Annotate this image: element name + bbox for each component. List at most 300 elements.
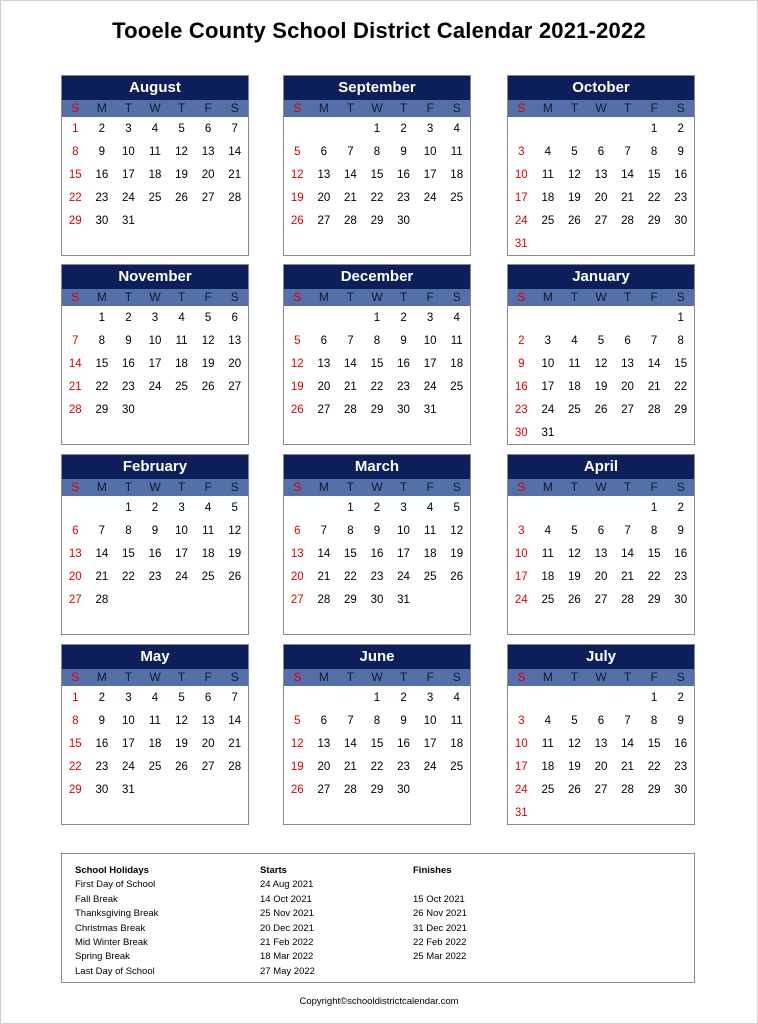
day-cell: 18 (148, 169, 162, 181)
day-cell: 19 (568, 761, 581, 773)
day-cell: 18 (201, 548, 215, 560)
day-cell: 1 (650, 502, 658, 514)
day-cell: 19 (450, 548, 464, 560)
day-grid (508, 686, 694, 825)
day-cell: 18 (541, 571, 555, 583)
day-cell: 1 (650, 692, 658, 704)
day-cell: 11 (541, 169, 554, 181)
empty-day-cell (311, 497, 338, 520)
day-cell: 30 (674, 784, 688, 796)
day-cell: 11 (568, 358, 581, 370)
weekday-header (62, 479, 248, 496)
weekday-label: W (595, 670, 607, 684)
day-cell: 29 (647, 784, 661, 796)
day-cell: 31 (122, 784, 135, 796)
day-cell: 18 (423, 548, 437, 560)
day-cell: 5 (231, 502, 238, 514)
day-cell: 20 (594, 192, 608, 204)
day-cell: 30 (674, 215, 688, 227)
day-cell: 22 (674, 381, 688, 393)
weekday-label: F (650, 290, 658, 304)
day-grid (284, 496, 470, 612)
day-cell: 24 (514, 594, 528, 606)
day-cell: 4 (453, 123, 460, 135)
day-cell: 18 (450, 358, 464, 370)
day-cell: 19 (201, 358, 215, 370)
day-cell: 9 (677, 525, 684, 537)
day-cell: 18 (450, 169, 464, 181)
day-cell: 30 (95, 215, 109, 227)
day-cell: 2 (151, 502, 159, 514)
day-cell: 10 (122, 146, 135, 158)
day-cell: 6 (204, 123, 212, 135)
day-cell: 13 (594, 738, 608, 750)
day-cell: 28 (621, 594, 634, 606)
day-cell: 23 (122, 381, 135, 393)
day-cell: 16 (674, 548, 688, 560)
weekday-label: W (371, 670, 383, 684)
weekday-label: F (204, 670, 212, 684)
day-cell: 11 (450, 715, 463, 727)
day-cell: 1 (373, 123, 381, 135)
weekday-label: S (452, 670, 461, 684)
day-cell: 24 (175, 571, 188, 583)
day-cell: 11 (202, 525, 215, 537)
day-cell: 27 (201, 761, 215, 773)
weekday-header (508, 289, 694, 306)
day-cell: 20 (317, 761, 331, 773)
day-cell: 23 (397, 381, 410, 393)
day-cell: 31 (122, 215, 135, 227)
day-cell: 24 (423, 761, 437, 773)
day-cell: 23 (674, 192, 688, 204)
month-title: August (62, 76, 248, 100)
holiday-name: Christmas Break (75, 922, 146, 934)
day-cell: 6 (320, 146, 328, 158)
day-cell: 29 (647, 594, 661, 606)
day-grid (508, 117, 694, 256)
month-january (507, 264, 695, 445)
page-title: Tooele County School District Calendar 2021-2022 (112, 18, 646, 43)
day-cell: 21 (68, 381, 82, 393)
empty-day-cell (535, 118, 562, 141)
empty-day-cell (337, 307, 364, 330)
day-cell: 13 (68, 548, 82, 560)
day-cell: 14 (344, 169, 357, 181)
day-cell: 28 (228, 761, 242, 773)
day-cell: 5 (178, 692, 185, 704)
day-cell: 16 (674, 738, 688, 750)
day-cell: 15 (95, 358, 109, 370)
day-cell: 16 (370, 548, 384, 560)
day-cell: 26 (228, 571, 242, 583)
day-cell: 8 (347, 525, 354, 537)
day-cell: 10 (175, 525, 188, 537)
empty-day-cell (89, 497, 116, 520)
day-cell: 22 (68, 192, 82, 204)
day-cell: 8 (373, 715, 381, 727)
day-cell: 12 (568, 738, 581, 750)
day-cell: 3 (125, 692, 132, 704)
day-cell: 6 (320, 335, 328, 347)
day-cell: 17 (514, 761, 528, 773)
month-title: May (62, 645, 248, 669)
weekday-label: M (96, 101, 107, 115)
day-cell: 4 (151, 123, 159, 135)
holiday-finishes-column (413, 864, 467, 979)
empty-day-cell (508, 118, 535, 141)
day-cell: 14 (68, 358, 82, 370)
holiday-name: Thanksgiving Break (75, 908, 159, 920)
weekday-label: S (293, 101, 302, 115)
weekday-label: S (71, 101, 80, 115)
weekday-label: S (452, 480, 461, 494)
day-cell: 13 (201, 146, 215, 158)
empty-day-cell (311, 687, 338, 710)
day-cell: 9 (677, 146, 684, 158)
day-cell: 24 (122, 761, 135, 773)
day-cell: 11 (424, 525, 437, 537)
empty-day-cell (588, 687, 615, 710)
weekday-label: S (452, 290, 461, 304)
day-cell: 10 (397, 525, 410, 537)
day-cell: 9 (518, 358, 525, 370)
day-cell: 4 (204, 502, 212, 514)
empty-day-cell (588, 497, 615, 520)
empty-day-cell (561, 307, 588, 330)
day-grid (62, 686, 248, 802)
day-cell: 15 (344, 548, 357, 560)
weekday-label: T (623, 480, 632, 494)
day-cell: 25 (541, 784, 555, 796)
month-june (283, 644, 471, 825)
weekday-label: M (542, 101, 553, 115)
day-cell: 8 (98, 335, 106, 347)
weekday-label: W (149, 290, 161, 304)
day-cell: 19 (290, 761, 304, 773)
day-cell: 18 (148, 738, 162, 750)
day-cell: 25 (423, 571, 437, 583)
day-cell: 16 (95, 169, 109, 181)
day-cell: 1 (373, 312, 381, 324)
day-cell: 12 (175, 146, 188, 158)
day-cell: 17 (175, 548, 188, 560)
empty-day-cell (561, 497, 588, 520)
day-cell: 9 (373, 525, 381, 537)
empty-day-cell (535, 687, 562, 710)
day-cell: 7 (320, 525, 328, 537)
day-cell: 8 (677, 335, 684, 347)
day-grid (284, 686, 470, 802)
day-cell: 26 (290, 784, 304, 796)
day-cell: 23 (397, 761, 410, 773)
day-cell: 31 (514, 807, 528, 819)
day-cell: 31 (423, 404, 437, 416)
day-cell: 5 (294, 146, 301, 158)
empty-day-cell (641, 307, 668, 330)
day-cell: 21 (647, 381, 661, 393)
day-cell: 3 (178, 502, 185, 514)
weekday-label: S (293, 670, 302, 684)
holiday-finish-date: 22 Feb 2022 (413, 936, 467, 948)
day-cell: 13 (228, 335, 242, 347)
day-cell: 31 (514, 238, 528, 250)
day-cell: 8 (373, 335, 381, 347)
day-cell: 5 (294, 715, 301, 727)
day-cell: 10 (514, 169, 528, 181)
day-cell: 25 (175, 381, 188, 393)
day-cell: 8 (373, 146, 381, 158)
weekday-label: T (623, 290, 632, 304)
day-cell: 5 (178, 123, 185, 135)
day-cell: 19 (568, 571, 581, 583)
weekday-label: T (346, 290, 355, 304)
day-cell: 11 (149, 715, 161, 727)
day-cell: 14 (344, 738, 357, 750)
day-cell: 2 (98, 692, 106, 704)
day-cell: 2 (518, 335, 525, 347)
day-cell: 5 (571, 146, 578, 158)
day-cell: 18 (568, 381, 581, 393)
day-cell: 17 (397, 548, 410, 560)
day-cell: 21 (344, 761, 357, 773)
day-cell: 11 (175, 335, 188, 347)
weekday-label: M (318, 480, 329, 494)
day-cell: 28 (621, 784, 634, 796)
weekday-label: T (177, 101, 186, 115)
day-cell: 15 (674, 358, 688, 370)
empty-day-cell (508, 497, 535, 520)
day-cell: 9 (400, 335, 407, 347)
weekday-label: S (230, 480, 239, 494)
day-cell: 28 (317, 594, 331, 606)
weekday-label: T (346, 480, 355, 494)
day-cell: 9 (98, 715, 106, 727)
day-cell: 21 (344, 192, 357, 204)
day-cell: 27 (317, 404, 331, 416)
day-cell: 12 (201, 335, 215, 347)
day-cell: 23 (95, 761, 109, 773)
day-cell: 6 (597, 715, 605, 727)
day-cell: 9 (125, 335, 132, 347)
day-cell: 25 (541, 215, 555, 227)
day-cell: 7 (347, 146, 354, 158)
day-cell: 17 (541, 381, 555, 393)
day-cell: 11 (149, 146, 161, 158)
day-cell: 20 (228, 358, 242, 370)
day-cell: 16 (674, 169, 688, 181)
day-cell: 26 (450, 571, 464, 583)
day-cell: 27 (290, 594, 304, 606)
weekday-label: T (399, 670, 408, 684)
day-cell: 6 (597, 146, 605, 158)
day-cell: 6 (294, 525, 301, 537)
day-cell: 19 (594, 381, 608, 393)
weekday-label: M (96, 290, 107, 304)
weekday-label: T (177, 480, 186, 494)
day-cell: 25 (568, 404, 581, 416)
day-cell: 3 (426, 692, 434, 704)
day-cell: 30 (370, 594, 384, 606)
day-cell: 2 (125, 312, 132, 324)
month-title: February (62, 455, 248, 479)
day-cell: 22 (344, 571, 357, 583)
month-title: June (284, 645, 470, 669)
day-cell: 19 (290, 192, 304, 204)
day-cell: 19 (175, 169, 188, 181)
day-cell: 21 (228, 169, 242, 181)
day-cell: 7 (650, 335, 658, 347)
holiday-name-column (75, 864, 158, 979)
weekday-header (62, 669, 248, 686)
day-cell: 21 (228, 738, 242, 750)
weekday-label: T (124, 670, 133, 684)
empty-day-cell (588, 307, 615, 330)
day-cell: 29 (370, 784, 384, 796)
day-cell: 11 (541, 548, 554, 560)
day-cell: 7 (624, 525, 631, 537)
day-cell: 9 (400, 715, 407, 727)
empty-day-cell (62, 307, 89, 330)
day-cell: 2 (373, 502, 381, 514)
day-cell: 21 (621, 571, 634, 583)
day-cell: 14 (95, 548, 109, 560)
day-cell: 15 (370, 169, 384, 181)
day-cell: 26 (290, 404, 304, 416)
day-cell: 12 (568, 169, 581, 181)
day-cell: 24 (514, 784, 528, 796)
day-cell: 10 (423, 146, 437, 158)
day-cell: 17 (423, 738, 437, 750)
day-cell: 16 (95, 738, 109, 750)
empty-day-cell (337, 118, 364, 141)
holiday-start-date: 24 Aug 2021 (260, 879, 314, 891)
weekday-label: M (318, 101, 329, 115)
day-cell: 21 (621, 192, 634, 204)
weekday-label: S (517, 480, 526, 494)
day-cell: 8 (650, 525, 658, 537)
day-cell: 19 (568, 192, 581, 204)
day-cell: 26 (201, 381, 215, 393)
day-cell: 5 (571, 525, 578, 537)
weekday-label: S (676, 101, 685, 115)
day-grid (284, 117, 470, 233)
day-cell: 27 (621, 404, 634, 416)
day-cell: 22 (95, 381, 109, 393)
day-cell: 12 (290, 738, 304, 750)
weekday-label: M (318, 290, 329, 304)
day-cell: 7 (624, 715, 631, 727)
weekday-label: W (595, 101, 607, 115)
day-cell: 30 (674, 594, 688, 606)
day-cell: 15 (122, 548, 135, 560)
day-cell: 27 (594, 215, 608, 227)
day-cell: 29 (370, 404, 384, 416)
day-cell: 29 (370, 215, 384, 227)
weekday-label: T (570, 101, 579, 115)
day-cell: 16 (122, 358, 135, 370)
day-cell: 16 (148, 548, 162, 560)
day-cell: 20 (290, 571, 304, 583)
day-cell: 13 (290, 548, 304, 560)
day-cell: 15 (647, 738, 661, 750)
day-cell: 29 (344, 594, 357, 606)
weekday-label: S (230, 670, 239, 684)
day-cell: 19 (175, 738, 188, 750)
day-cell: 3 (151, 312, 159, 324)
day-cell: 4 (544, 525, 552, 537)
day-cell: 25 (201, 571, 215, 583)
day-cell: 10 (148, 335, 162, 347)
day-cell: 12 (228, 525, 242, 537)
day-cell: 16 (514, 381, 528, 393)
day-cell: 7 (98, 525, 106, 537)
day-cell: 28 (68, 404, 82, 416)
day-cell: 27 (317, 784, 331, 796)
weekday-label: M (96, 670, 107, 684)
day-cell: 14 (228, 715, 242, 727)
day-cell: 14 (344, 358, 357, 370)
empty-day-cell (561, 118, 588, 141)
day-cell: 5 (597, 335, 605, 347)
holiday-name: Fall Break (75, 893, 118, 905)
day-cell: 4 (453, 692, 460, 704)
empty-day-cell (284, 687, 311, 710)
day-cell: 15 (370, 738, 384, 750)
day-cell: 2 (400, 692, 407, 704)
day-cell: 3 (544, 335, 552, 347)
day-cell: 9 (151, 525, 159, 537)
day-cell: 15 (370, 358, 384, 370)
weekday-label: F (426, 290, 434, 304)
weekday-label: M (542, 290, 553, 304)
day-cell: 17 (122, 738, 135, 750)
day-cell: 22 (647, 761, 661, 773)
day-cell: 1 (650, 123, 658, 135)
day-cell: 7 (624, 146, 631, 158)
day-cell: 6 (597, 525, 605, 537)
month-september (283, 75, 471, 256)
empty-day-cell (337, 687, 364, 710)
month-title: January (508, 265, 694, 289)
weekday-label: W (595, 290, 607, 304)
weekday-header (508, 100, 694, 117)
day-cell: 10 (514, 548, 528, 560)
day-cell: 13 (317, 358, 331, 370)
holiday-start-date: 21 Feb 2022 (260, 936, 314, 948)
day-cell: 3 (518, 525, 525, 537)
day-cell: 31 (541, 427, 555, 439)
holiday-start-date: 18 Mar 2022 (260, 951, 314, 963)
day-cell: 24 (148, 381, 162, 393)
weekday-label: T (570, 290, 579, 304)
day-cell: 14 (228, 146, 242, 158)
month-title: April (508, 455, 694, 479)
day-cell: 14 (621, 738, 634, 750)
day-grid (508, 496, 694, 612)
day-cell: 11 (541, 738, 554, 750)
day-cell: 9 (400, 146, 407, 158)
empty-day-cell (561, 687, 588, 710)
day-cell: 13 (594, 548, 608, 560)
day-grid (62, 306, 248, 422)
day-cell: 3 (125, 123, 132, 135)
day-cell: 28 (621, 215, 634, 227)
holiday-start-date: 27 May 2022 (260, 965, 315, 977)
month-april (507, 454, 695, 635)
day-cell: 1 (72, 692, 79, 704)
day-cell: 30 (397, 784, 410, 796)
